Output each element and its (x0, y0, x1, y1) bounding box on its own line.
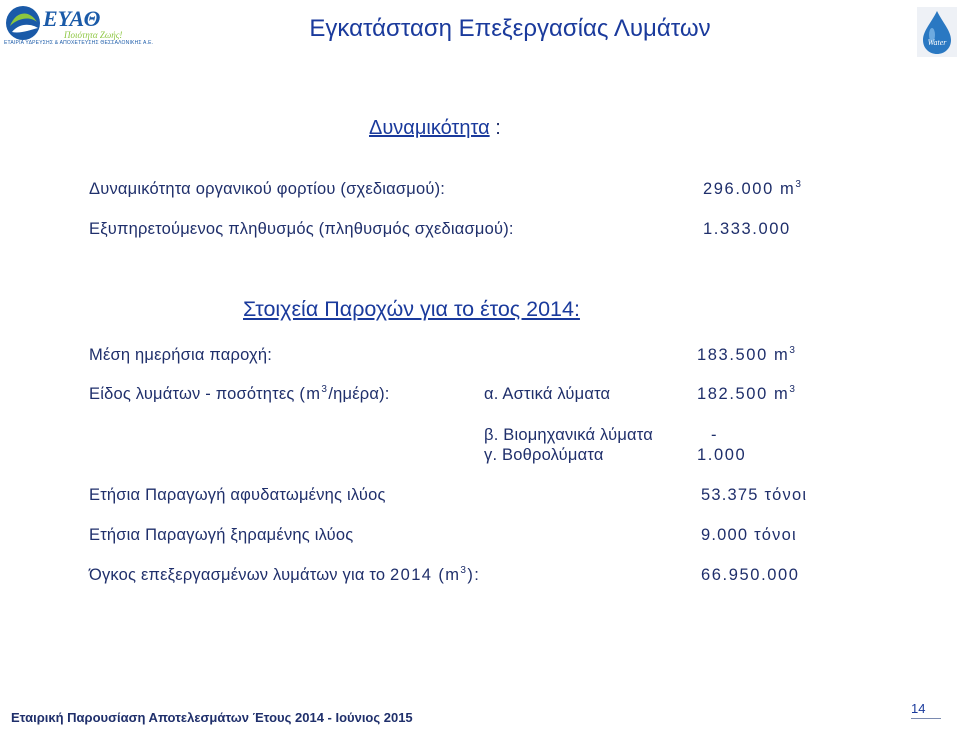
footer-text: Εταιρική Παρουσίαση Αποτελεσμάτων Έτους 2014 - Ιούνιος 2015 (11, 710, 413, 725)
population-value: 1.333.000 (703, 220, 791, 238)
organic-load-label: Δυναμικότητα οργανικού φορτίου (σχεδιασμού): (89, 180, 446, 198)
organic-load-value: 296.000 $m^3$ (703, 179, 803, 198)
septage-value: 1.000 (697, 446, 747, 464)
septage-label: γ. Βοθρολύματα (484, 446, 604, 464)
population-label: Εξυπηρετούμενος πληθυσμός (πληθυσμός σχεδιασμού): (89, 220, 514, 238)
avg-daily-value: 183.500 $m^3$ (697, 345, 797, 364)
avg-daily-label: Μέση ημερήσια παροχή: (89, 346, 273, 364)
industrial-wastewater-label: β. Βιομηχανικά λύματα (484, 426, 653, 444)
slide-title: Εγκατάσταση Επεξεργασίας Λυμάτων (309, 15, 711, 42)
footer-divider (911, 718, 941, 719)
water-drop-text: Water (927, 38, 947, 47)
water-drop-logo (917, 7, 957, 57)
dewatered-sludge-value: 53.375 τόνοι (701, 486, 808, 504)
dewatered-sludge-label: Ετήσια Παραγωγή αφυδατωμένης ιλύος (89, 486, 386, 504)
dried-sludge-value: 9.000 τόνοι (701, 526, 797, 544)
dried-sludge-label: Ετήσια Παραγωγή ξηραμένης ιλύος (89, 526, 354, 544)
urban-wastewater-value: 182.500 $m^3$ (697, 384, 797, 403)
treated-volume-value: 66.950.000 (701, 566, 800, 584)
urban-wastewater-label: α. Αστικά λύματα (484, 385, 611, 403)
treated-volume-label: Όγκος επεξεργασμένων λυμάτων για το 2014 $(m^3)$: (89, 565, 481, 584)
industrial-wastewater-value: - (711, 426, 717, 444)
wastewater-types-label: Είδος λυμάτων - ποσότητες $(m^3/\eta\mu έ\rho\alpha)$: (89, 384, 390, 403)
logo-name: ΕΥΑΘ (43, 6, 101, 31)
logo-company-name: ΕΤΑΙΡΙΑ ΥΔΡΕΥΣΗΣ & ΑΠΟΧΕΤΕΥΣΗΣ ΘΕΣΣΑΛΟΝΙΚΗΣ Α.Ε. (4, 40, 154, 46)
page-number: 14 (911, 701, 926, 716)
supply-heading: Στοιχεία Παροχών για το έτος 2014: (243, 297, 580, 321)
logo-tagline: Ποιότητα Ζωής! (64, 30, 123, 40)
